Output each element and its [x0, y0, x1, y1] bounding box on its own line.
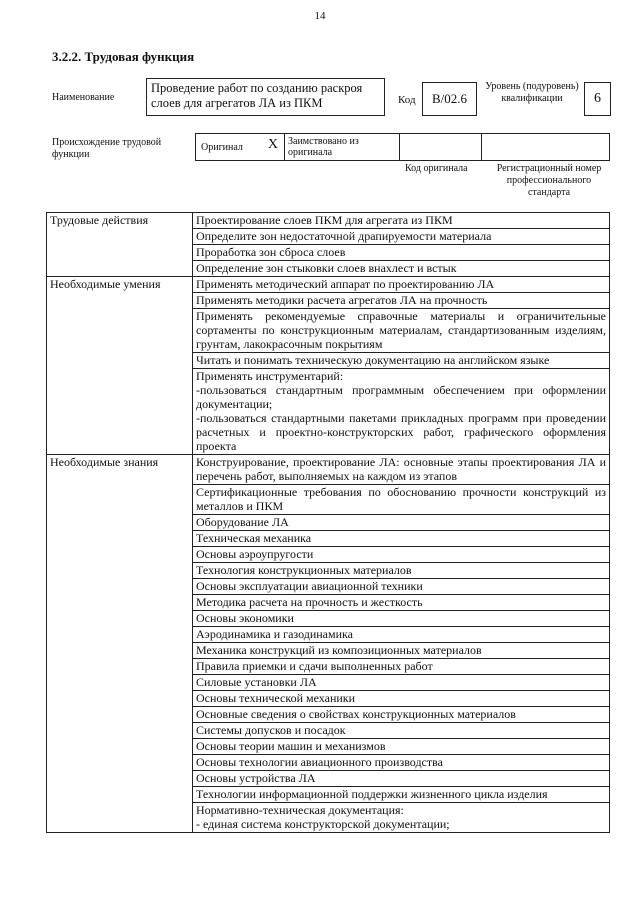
item-cell: Основы технологии авиационного производства [193, 755, 610, 771]
item-cell: Основы технической механики [193, 691, 610, 707]
original-cell [195, 133, 285, 161]
item-cell: Оборудование ЛА [193, 515, 610, 531]
code-label: Код [398, 94, 416, 106]
item-cell: Технологии информационной поддержки жизненного цикла изделия [193, 787, 610, 803]
category-cell: Необходимые знания [47, 455, 193, 833]
item-cell: Основы эксплуатации авиационной техники [193, 579, 610, 595]
page-number: 14 [314, 10, 326, 22]
item-cell: Определите зон недостаточной драпируемости материала [193, 229, 610, 245]
item-cell: Силовые установки ЛА [193, 675, 610, 691]
level-label: Уровень (подуровень) квалификации [485, 81, 579, 104]
original-label: Оригинал [201, 142, 243, 153]
item-cell: Аэродинамика и газодинамика [193, 627, 610, 643]
item-cell: Техническая механика [193, 531, 610, 547]
item-cell: Проработка зон сброса слоев [193, 245, 610, 261]
original-code-cell [400, 133, 482, 161]
item-cell: Механика конструкций из композиционных материалов [193, 643, 610, 659]
registration-caption: Регистрационный номер профессионального стандарта [496, 163, 602, 198]
table-row [47, 455, 610, 485]
original-mark: X [267, 137, 278, 152]
item-cell: Применять инструментарий: -пользоваться стандартным программным обеспечением при оформлении документации; -пользоваться стандартными пакетами прикладных программ при проведении расчетных и проектно-конструкторских работ, графического оформления проекта [193, 369, 610, 455]
origin-label: Происхождение трудовой функции [52, 137, 162, 160]
function-name-field: Проведение работ по созданию раскроя слоев для агрегатов ЛА из ПКМ [146, 78, 385, 116]
borrowed-cell: Заимствовано из оригинала [285, 133, 400, 161]
item-cell: Определение зон стыковки слоев внахлест и встык [193, 261, 610, 277]
level-field: 6 [584, 82, 611, 116]
item-cell: Применять методики расчета агрегатов ЛА на прочность [193, 293, 610, 309]
origin-row [195, 133, 610, 161]
item-cell: Сертификационные требования по обоснованию прочности конструкций из металлов и ПКМ [193, 485, 610, 515]
item-cell: Применять рекомендуемые справочные материалы и ограничительные сортаменты по конструкционным материалам, стандартизованным изделиям, грунтам, лакокрасочным покрытиям [193, 309, 610, 353]
item-cell: Применять методический аппарат по проектированию ЛА [193, 277, 610, 293]
registration-number-cell [482, 133, 610, 161]
item-cell: Технология конструкционных материалов [193, 563, 610, 579]
item-cell: Правила приемки и сдачи выполненных работ [193, 659, 610, 675]
item-cell: Основы теории машин и механизмов [193, 739, 610, 755]
item-cell: Проектирование слоев ПКМ для агрегата из ПКМ [193, 213, 610, 229]
code-field: B/02.6 [422, 82, 477, 116]
item-cell: Основы устройства ЛА [193, 771, 610, 787]
category-cell: Необходимые умения [47, 277, 193, 455]
item-cell: Основы аэроупругости [193, 547, 610, 563]
item-cell: Системы допусков и посадок [193, 723, 610, 739]
item-cell: Основные сведения о свойствах конструкционных материалов [193, 707, 610, 723]
item-cell: Основы экономики [193, 611, 610, 627]
function-table [46, 212, 610, 833]
original-code-caption: Код оригинала [405, 163, 468, 174]
item-cell: Методика расчета на прочность и жесткость [193, 595, 610, 611]
table-row [47, 277, 610, 293]
item-cell: Конструирование, проектирование ЛА: основные этапы проектирования ЛА и перечень работ, выполняемых на каждом из этапов [193, 455, 610, 485]
item-cell: Читать и понимать техническую документацию на английском языке [193, 353, 610, 369]
section-title: 3.2.2. Трудовая функция [52, 49, 195, 64]
category-cell: Трудовые действия [47, 213, 193, 277]
item-cell: Нормативно-техническая документация: - единая система конструкторской документации; [193, 803, 610, 833]
table-row [47, 213, 610, 229]
name-label: Наименование [52, 92, 115, 103]
